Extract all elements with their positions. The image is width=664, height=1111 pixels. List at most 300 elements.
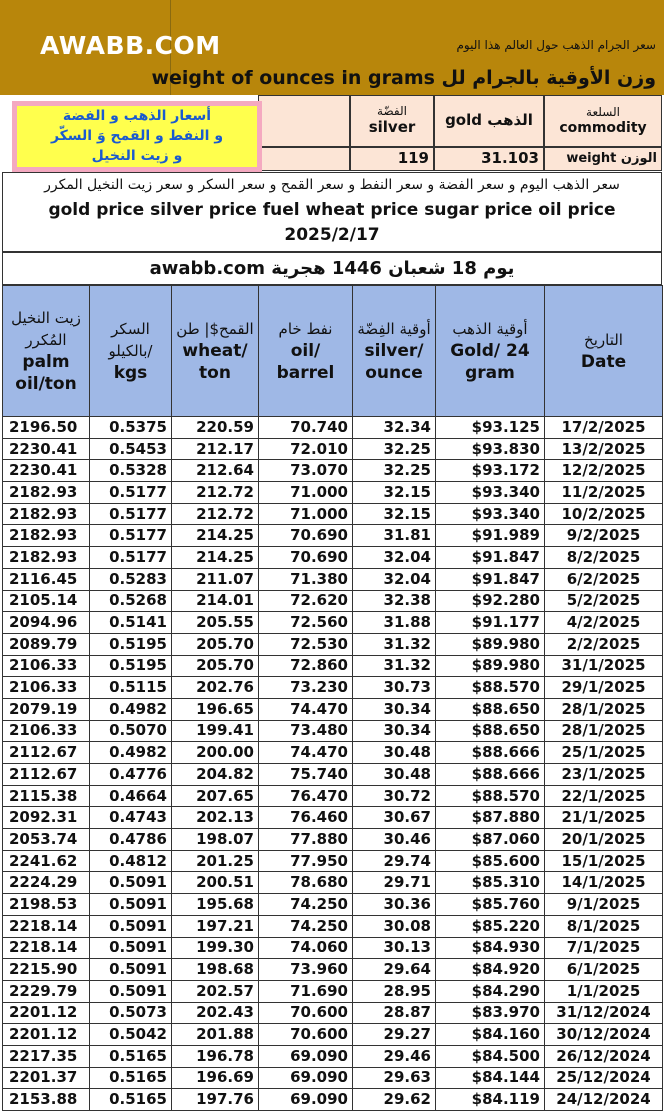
- cell-date: 10/2/2025: [545, 503, 663, 525]
- cell-silver-ounce: 31.32: [353, 633, 436, 655]
- cell-crude-oil: 71.380: [259, 568, 353, 590]
- cell-date: 6/2/2025: [545, 568, 663, 590]
- cell-crude-oil: 73.230: [259, 677, 353, 699]
- commodity-ar: السلعة: [586, 105, 620, 120]
- cell-wheat: 197.21: [172, 915, 259, 937]
- cell-wheat: 214.01: [172, 590, 259, 612]
- table-row: [3, 850, 663, 872]
- table-row: [3, 785, 663, 807]
- cell-crude-oil: 72.560: [259, 612, 353, 634]
- table-row: [3, 503, 663, 525]
- column-header-ar: القمح$| طن: [176, 320, 254, 338]
- cell-palm-oil: 2106.33: [3, 720, 90, 742]
- cell-date: 21/1/2025: [545, 807, 663, 829]
- cell-silver-ounce: 30.08: [353, 915, 436, 937]
- cell-sugar: 0.5195: [90, 633, 172, 655]
- weight-header-silver: [350, 95, 434, 147]
- table-row: [3, 980, 663, 1002]
- cell-crude-oil: 74.250: [259, 915, 353, 937]
- cell-date: 17/2/2025: [545, 417, 663, 439]
- cell-sugar: 0.5283: [90, 568, 172, 590]
- cell-gold-gram: $91.847: [436, 547, 545, 569]
- cell-gold-gram: $84.144: [436, 1067, 545, 1089]
- cell-gold-gram: $84.500: [436, 1045, 545, 1067]
- column-header-ar: نفط خام: [278, 320, 333, 338]
- table-row: [3, 655, 663, 677]
- cell-date: 30/12/2024: [545, 1024, 663, 1046]
- description-block: [2, 172, 662, 252]
- cell-palm-oil: 2115.38: [3, 785, 90, 807]
- cell-silver-ounce: 32.38: [353, 590, 436, 612]
- cell-palm-oil: 2182.93: [3, 547, 90, 569]
- cell-silver-ounce: 30.48: [353, 742, 436, 764]
- cell-gold-gram: $84.290: [436, 980, 545, 1002]
- cell-date: 23/1/2025: [545, 764, 663, 786]
- cell-silver-ounce: 30.72: [353, 785, 436, 807]
- cell-wheat: 212.64: [172, 460, 259, 482]
- cell-palm-oil: 2105.14: [3, 590, 90, 612]
- cell-silver-ounce: 32.15: [353, 503, 436, 525]
- cell-sugar: 0.5091: [90, 980, 172, 1002]
- cell-wheat: 212.17: [172, 438, 259, 460]
- promo-line: أسعار الذهب و الفضة: [62, 108, 212, 124]
- cell-gold-gram: $84.920: [436, 959, 545, 981]
- table-row: [3, 568, 663, 590]
- cell-crude-oil: 71.690: [259, 980, 353, 1002]
- cell-crude-oil: 69.090: [259, 1089, 353, 1111]
- cell-date: 28/1/2025: [545, 720, 663, 742]
- cell-sugar: 0.4664: [90, 785, 172, 807]
- cell-gold-gram: $84.160: [436, 1024, 545, 1046]
- cell-sugar: 0.5453: [90, 438, 172, 460]
- column-header-en: Date: [580, 352, 627, 372]
- table-row: [3, 460, 663, 482]
- cell-wheat: 205.70: [172, 633, 259, 655]
- cell-palm-oil: 2224.29: [3, 872, 90, 894]
- cell-palm-oil: 2218.14: [3, 937, 90, 959]
- cell-palm-oil: 2112.67: [3, 764, 90, 786]
- cell-wheat: 212.72: [172, 503, 259, 525]
- cell-date: 12/2/2025: [545, 460, 663, 482]
- headline-arabic: سعر الجرام الذهب حول العالم هذا اليوم: [456, 38, 656, 52]
- table-row: [3, 829, 663, 851]
- cell-crude-oil: 73.070: [259, 460, 353, 482]
- cell-palm-oil: 2201.12: [3, 1024, 90, 1046]
- cell-date: 29/1/2025: [545, 677, 663, 699]
- cell-silver-ounce: 31.32: [353, 655, 436, 677]
- cell-gold-gram: $88.650: [436, 720, 545, 742]
- table-row: [3, 525, 663, 547]
- cell-crude-oil: 74.470: [259, 698, 353, 720]
- table-row: [3, 1024, 663, 1046]
- cell-crude-oil: 70.600: [259, 1002, 353, 1024]
- cell-date: 25/12/2024: [545, 1067, 663, 1089]
- cell-palm-oil: 2112.67: [3, 742, 90, 764]
- gold-label: gold الذهب: [445, 111, 533, 130]
- column-header-crude-oil: [259, 286, 353, 417]
- column-header-wheat: [172, 286, 259, 417]
- cell-sugar: 0.5177: [90, 525, 172, 547]
- cell-sugar: 0.4786: [90, 829, 172, 851]
- cell-crude-oil: 76.460: [259, 807, 353, 829]
- cell-silver-ounce: 30.36: [353, 894, 436, 916]
- weight-empty-cell: [258, 95, 350, 147]
- cell-crude-oil: 70.600: [259, 1024, 353, 1046]
- cell-gold-gram: $88.666: [436, 742, 545, 764]
- cell-wheat: 201.88: [172, 1024, 259, 1046]
- cell-date: 6/1/2025: [545, 959, 663, 981]
- cell-date: 24/12/2024: [545, 1089, 663, 1111]
- weight-empty-cell: [258, 147, 350, 171]
- table-row: [3, 1002, 663, 1024]
- cell-palm-oil: 2196.50: [3, 417, 90, 439]
- column-header-en: palm oil/ton: [15, 352, 77, 394]
- table-row: [3, 872, 663, 894]
- table-row: [3, 1089, 663, 1111]
- cell-palm-oil: 2215.90: [3, 959, 90, 981]
- cell-gold-gram: $84.119: [436, 1089, 545, 1111]
- table-row: [3, 742, 663, 764]
- cell-silver-ounce: 30.13: [353, 937, 436, 959]
- cell-gold-gram: $93.340: [436, 503, 545, 525]
- cell-silver-ounce: 29.46: [353, 1045, 436, 1067]
- cell-wheat: 200.51: [172, 872, 259, 894]
- cell-date: 20/1/2025: [545, 829, 663, 851]
- table-header-row: [3, 286, 663, 417]
- cell-palm-oil: 2079.19: [3, 698, 90, 720]
- cell-wheat: 196.78: [172, 1045, 259, 1067]
- gold-weight-value: 31.103: [434, 147, 544, 171]
- cell-crude-oil: 69.090: [259, 1045, 353, 1067]
- cell-wheat: 199.30: [172, 937, 259, 959]
- table-row: [3, 438, 663, 460]
- cell-gold-gram: $91.847: [436, 568, 545, 590]
- cell-date: 28/1/2025: [545, 698, 663, 720]
- table-row: [3, 547, 663, 569]
- column-header-gold-gram: [436, 286, 545, 417]
- cell-silver-ounce: 28.95: [353, 980, 436, 1002]
- cell-gold-gram: $87.060: [436, 829, 545, 851]
- cell-silver-ounce: 30.48: [353, 764, 436, 786]
- cell-date: 22/1/2025: [545, 785, 663, 807]
- cell-crude-oil: 78.680: [259, 872, 353, 894]
- table-row: [3, 417, 663, 439]
- cell-sugar: 0.5177: [90, 503, 172, 525]
- promo-line: و زيت النخيل: [91, 148, 183, 164]
- cell-crude-oil: 77.880: [259, 829, 353, 851]
- table-row: [3, 612, 663, 634]
- cell-crude-oil: 72.530: [259, 633, 353, 655]
- promo-banner[interactable]: [12, 101, 262, 172]
- cell-gold-gram: $88.570: [436, 677, 545, 699]
- table-row: [3, 764, 663, 786]
- column-header-ar: السكر بالكيلو/: [108, 320, 153, 360]
- cell-date: 1/1/2025: [545, 980, 663, 1002]
- cell-sugar: 0.5073: [90, 1002, 172, 1024]
- cell-palm-oil: 2218.14: [3, 915, 90, 937]
- cell-gold-gram: $93.830: [436, 438, 545, 460]
- cell-wheat: 199.41: [172, 720, 259, 742]
- cell-silver-ounce: 30.46: [353, 829, 436, 851]
- column-header-ar: أوقية الفِضّة: [357, 320, 431, 338]
- cell-palm-oil: 2094.96: [3, 612, 90, 634]
- commodity-en: commodity: [559, 119, 647, 136]
- cell-sugar: 0.4982: [90, 742, 172, 764]
- site-logo-text[interactable]: AWABB.COM: [40, 31, 221, 60]
- cell-wheat: 196.65: [172, 698, 259, 720]
- cell-date: 7/1/2025: [545, 937, 663, 959]
- cell-gold-gram: $93.125: [436, 417, 545, 439]
- cell-sugar: 0.4776: [90, 764, 172, 786]
- cell-silver-ounce: 31.88: [353, 612, 436, 634]
- cell-gold-gram: $89.980: [436, 633, 545, 655]
- cell-wheat: 214.25: [172, 547, 259, 569]
- cell-gold-gram: $91.989: [436, 525, 545, 547]
- cell-date: 8/2/2025: [545, 547, 663, 569]
- table-row: [3, 720, 663, 742]
- cell-palm-oil: 2106.33: [3, 677, 90, 699]
- cell-gold-gram: $85.600: [436, 850, 545, 872]
- cell-silver-ounce: 29.71: [353, 872, 436, 894]
- cell-silver-ounce: 29.74: [353, 850, 436, 872]
- cell-crude-oil: 73.480: [259, 720, 353, 742]
- cell-wheat: 205.55: [172, 612, 259, 634]
- cell-palm-oil: 2116.45: [3, 568, 90, 590]
- cell-palm-oil: 2241.62: [3, 850, 90, 872]
- cell-silver-ounce: 31.81: [353, 525, 436, 547]
- cell-date: 31/1/2025: [545, 655, 663, 677]
- cell-sugar: 0.5375: [90, 417, 172, 439]
- cell-palm-oil: 2198.53: [3, 894, 90, 916]
- silver-weight-value: 119: [350, 147, 434, 171]
- cell-date: 4/2/2025: [545, 612, 663, 634]
- cell-gold-gram: $93.340: [436, 482, 545, 504]
- cell-gold-gram: $93.172: [436, 460, 545, 482]
- weight-title: وزن الأوقية بالجرام لل weight of ounces in grams: [151, 67, 656, 89]
- cell-sugar: 0.5177: [90, 482, 172, 504]
- cell-palm-oil: 2229.79: [3, 980, 90, 1002]
- weight-header-commodity: [544, 95, 662, 147]
- column-header-date: [545, 286, 663, 417]
- cell-silver-ounce: 30.67: [353, 807, 436, 829]
- description-english: gold price silver price fuel wheat price sugar price oil price 2025/2/17: [48, 200, 616, 245]
- cell-sugar: 0.5141: [90, 612, 172, 634]
- cell-crude-oil: 70.690: [259, 547, 353, 569]
- cell-crude-oil: 73.960: [259, 959, 353, 981]
- cell-wheat: 214.25: [172, 525, 259, 547]
- cell-sugar: 0.5165: [90, 1067, 172, 1089]
- cell-crude-oil: 75.740: [259, 764, 353, 786]
- cell-sugar: 0.4982: [90, 698, 172, 720]
- cell-palm-oil: 2230.41: [3, 438, 90, 460]
- cell-palm-oil: 2182.93: [3, 482, 90, 504]
- table-row: [3, 937, 663, 959]
- cell-silver-ounce: 28.87: [353, 1002, 436, 1024]
- cell-date: 25/1/2025: [545, 742, 663, 764]
- cell-gold-gram: $88.666: [436, 764, 545, 786]
- cell-crude-oil: 70.690: [259, 525, 353, 547]
- table-row: [3, 677, 663, 699]
- cell-silver-ounce: 30.73: [353, 677, 436, 699]
- table-row: [3, 1067, 663, 1089]
- cell-gold-gram: $85.310: [436, 872, 545, 894]
- column-header-en: silver/ ounce: [364, 341, 424, 383]
- cell-date: 31/12/2024: [545, 1002, 663, 1024]
- cell-sugar: 0.4812: [90, 850, 172, 872]
- cell-sugar: 0.5328: [90, 460, 172, 482]
- cell-crude-oil: 74.250: [259, 894, 353, 916]
- cell-date: 15/1/2025: [545, 850, 663, 872]
- cell-wheat: 207.65: [172, 785, 259, 807]
- cell-palm-oil: 2053.74: [3, 829, 90, 851]
- cell-date: 9/2/2025: [545, 525, 663, 547]
- promo-line: و النفط و القمح وَ السكّر: [50, 128, 224, 144]
- cell-wheat: 211.07: [172, 568, 259, 590]
- cell-crude-oil: 69.090: [259, 1067, 353, 1089]
- cell-date: 9/1/2025: [545, 894, 663, 916]
- cell-palm-oil: 2217.35: [3, 1045, 90, 1067]
- cell-sugar: 0.5115: [90, 677, 172, 699]
- cell-sugar: 0.5091: [90, 959, 172, 981]
- cell-palm-oil: 2182.93: [3, 503, 90, 525]
- cell-wheat: 200.00: [172, 742, 259, 764]
- cell-date: 5/2/2025: [545, 590, 663, 612]
- cell-wheat: 196.69: [172, 1067, 259, 1089]
- cell-crude-oil: 77.950: [259, 850, 353, 872]
- cell-crude-oil: 74.060: [259, 937, 353, 959]
- cell-wheat: 202.76: [172, 677, 259, 699]
- table-row: [3, 915, 663, 937]
- cell-palm-oil: 2201.37: [3, 1067, 90, 1089]
- cell-date: 11/2/2025: [545, 482, 663, 504]
- cell-wheat: 197.76: [172, 1089, 259, 1111]
- column-header-ar: زيت النخيل المُكرر: [11, 309, 81, 349]
- cell-palm-oil: 2106.33: [3, 655, 90, 677]
- cell-wheat: 195.68: [172, 894, 259, 916]
- cell-sugar: 0.5091: [90, 872, 172, 894]
- cell-sugar: 0.5091: [90, 937, 172, 959]
- cell-silver-ounce: 29.27: [353, 1024, 436, 1046]
- cell-wheat: 205.70: [172, 655, 259, 677]
- column-header-ar: أوقية الذهب: [452, 320, 528, 338]
- column-header-silver-ounce: [353, 286, 436, 417]
- cell-crude-oil: 70.740: [259, 417, 353, 439]
- cell-sugar: 0.5091: [90, 915, 172, 937]
- column-header-palm-oil: [3, 286, 90, 417]
- table-row: [3, 807, 663, 829]
- cell-date: 14/1/2025: [545, 872, 663, 894]
- cell-sugar: 0.5091: [90, 894, 172, 916]
- cell-sugar: 0.5165: [90, 1045, 172, 1067]
- cell-silver-ounce: 29.64: [353, 959, 436, 981]
- table-row: [3, 633, 663, 655]
- cell-gold-gram: $88.650: [436, 698, 545, 720]
- cell-wheat: 204.82: [172, 764, 259, 786]
- cell-date: 2/2/2025: [545, 633, 663, 655]
- weight-header-gold: [434, 95, 544, 147]
- cell-palm-oil: 2230.41: [3, 460, 90, 482]
- cell-sugar: 0.5177: [90, 547, 172, 569]
- cell-wheat: 212.72: [172, 482, 259, 504]
- cell-crude-oil: 72.860: [259, 655, 353, 677]
- cell-silver-ounce: 32.25: [353, 460, 436, 482]
- cell-gold-gram: $92.280: [436, 590, 545, 612]
- cell-silver-ounce: 29.62: [353, 1089, 436, 1111]
- cell-crude-oil: 71.000: [259, 482, 353, 504]
- cell-silver-ounce: 30.34: [353, 720, 436, 742]
- cell-crude-oil: 71.000: [259, 503, 353, 525]
- cell-crude-oil: 72.010: [259, 438, 353, 460]
- cell-palm-oil: 2182.93: [3, 525, 90, 547]
- silver-en: silver: [368, 118, 416, 137]
- cell-silver-ounce: 32.04: [353, 547, 436, 569]
- cell-gold-gram: $85.220: [436, 915, 545, 937]
- table-row: [3, 698, 663, 720]
- cell-wheat: 202.57: [172, 980, 259, 1002]
- column-header-en: wheat/ ton: [182, 341, 248, 383]
- cell-palm-oil: 2153.88: [3, 1089, 90, 1111]
- cell-silver-ounce: 32.04: [353, 568, 436, 590]
- description-arabic: سعر الذهب اليوم و سعر الفضة و سعر النفط و سعر القمح و سعر السكر و سعر زيت النخيل المكرر: [44, 177, 620, 193]
- cell-sugar: 0.4743: [90, 807, 172, 829]
- cell-palm-oil: 2201.12: [3, 1002, 90, 1024]
- cell-sugar: 0.5268: [90, 590, 172, 612]
- table-row: [3, 894, 663, 916]
- cell-silver-ounce: 32.34: [353, 417, 436, 439]
- cell-sugar: 0.5165: [90, 1089, 172, 1111]
- column-header-en: oil/ barrel: [276, 341, 335, 383]
- cell-silver-ounce: 32.25: [353, 438, 436, 460]
- silver-ar: الفضّة: [377, 104, 407, 119]
- cell-wheat: 202.43: [172, 1002, 259, 1024]
- table-row: [3, 590, 663, 612]
- cell-crude-oil: 72.620: [259, 590, 353, 612]
- cell-gold-gram: $88.570: [436, 785, 545, 807]
- cell-gold-gram: $83.970: [436, 1002, 545, 1024]
- table-row: [3, 959, 663, 981]
- cell-crude-oil: 74.470: [259, 742, 353, 764]
- cell-sugar: 0.5042: [90, 1024, 172, 1046]
- cell-silver-ounce: 30.34: [353, 698, 436, 720]
- column-header-sugar: [90, 286, 172, 417]
- cell-gold-gram: $91.177: [436, 612, 545, 634]
- cell-date: 8/1/2025: [545, 915, 663, 937]
- cell-wheat: 198.68: [172, 959, 259, 981]
- table-row: [3, 482, 663, 504]
- cell-gold-gram: $85.760: [436, 894, 545, 916]
- cell-palm-oil: 2089.79: [3, 633, 90, 655]
- cell-silver-ounce: 32.15: [353, 482, 436, 504]
- cell-date: 26/12/2024: [545, 1045, 663, 1067]
- table-body: [3, 417, 663, 1111]
- cell-wheat: 198.07: [172, 829, 259, 851]
- table-row: [3, 1045, 663, 1067]
- cell-gold-gram: $89.980: [436, 655, 545, 677]
- cell-date: 13/2/2025: [545, 438, 663, 460]
- cell-sugar: 0.5195: [90, 655, 172, 677]
- cell-gold-gram: $84.930: [436, 937, 545, 959]
- cell-wheat: 202.13: [172, 807, 259, 829]
- column-header-en: Gold/ 24 gram: [450, 341, 530, 383]
- cell-crude-oil: 76.470: [259, 785, 353, 807]
- cell-palm-oil: 2092.31: [3, 807, 90, 829]
- cell-wheat: 220.59: [172, 417, 259, 439]
- cell-sugar: 0.5070: [90, 720, 172, 742]
- column-header-en: kgs: [113, 363, 148, 383]
- hijri-date-row: يوم 18 شعبان 1446 هجرية awabb.com: [2, 252, 662, 285]
- cell-wheat: 201.25: [172, 850, 259, 872]
- column-header-ar: التاريخ: [584, 331, 623, 349]
